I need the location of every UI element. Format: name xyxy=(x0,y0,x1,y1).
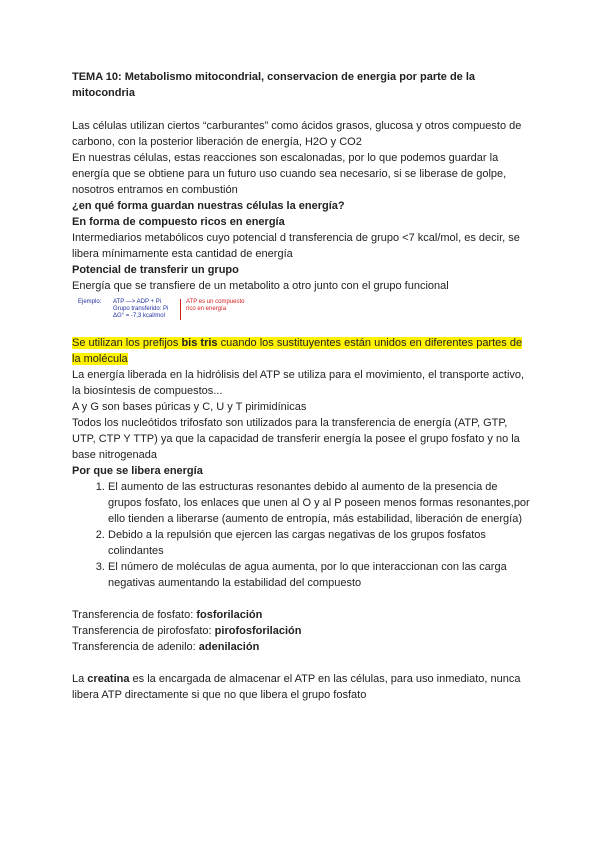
example-bracket xyxy=(180,299,185,320)
example-figure xyxy=(72,299,532,329)
atp-paragraph: La energía liberada en la hidrólisis del ATP se utiliza para el movimiento, el transporte activo, la biosíntesis de compuestos... xyxy=(72,369,525,397)
example-delta-g: ΔG° = -7,3 kcal/mol xyxy=(113,313,165,319)
intro-paragraph: En nuestras células, estas reacciones son escalonadas, por lo que podemos guardar la energía que se obtiene para un futuro uso cuando sea necesario, si se liberase de golpe, nosotros entramos en combustión xyxy=(72,152,507,196)
transfer-heading: Potencial de transferir un grupo xyxy=(72,264,239,276)
example-note-line: ATP es un compuesto xyxy=(186,299,245,305)
transfer-term: adenilación xyxy=(198,641,260,653)
document-content xyxy=(72,69,532,703)
creatina-bold: creatina xyxy=(87,673,130,685)
creatina-paragraph xyxy=(72,671,532,703)
transfer-line xyxy=(72,607,532,623)
intro-paragraph: Las células utilizan ciertos “carburantes” como ácidos grasos, glucosa y otros compuesto de carbono, con la posterior liberación de energía, H2O y CO2 xyxy=(72,120,522,148)
highlight-bold: bis tris xyxy=(181,337,218,349)
transfer-label: Transferencia de pirofosfato: xyxy=(72,625,215,637)
example-note-line: rico en energía xyxy=(186,306,227,312)
transfer-term: fosforilación xyxy=(196,609,263,621)
list-item: 1. El aumento de las estructuras resonantes debido al aumento de la presencia de grupos fosfato, los enlaces que unen al O y al P poseen menos formas resonantes,por ello tienden a liberarse (aumento de entropía, más estabilidad, liberación de energía) xyxy=(108,479,532,527)
transfer-label: Transferencia de adenilo: xyxy=(72,641,199,653)
list-item: 2. Debido a la repulsión que ejercen las cargas negativas de los grupos fosfatos colindantes xyxy=(108,527,532,559)
list-item: 3. El número de moléculas de agua aumenta, por lo que interaccionan con las carga negativas aumentando la estabilidad del compuesto xyxy=(108,559,532,591)
document-title: TEMA 10: Metabolismo mitocondrial, conservacion de energia por parte de la mitocondria xyxy=(72,71,476,99)
transfer-line xyxy=(72,623,532,639)
example-label: Ejemplo: xyxy=(78,299,102,305)
transfer-term: pirofosforilación xyxy=(214,625,302,637)
example-note xyxy=(186,299,244,313)
example-group: Grupo transferido: Pi xyxy=(113,306,169,312)
release-list xyxy=(72,479,532,591)
example-reaction: ATP —> ADP + Pi xyxy=(113,299,162,305)
storage-paragraph: Intermediarios metabólicos cuyo potencial d transferencia de grupo <7 kcal/mol, es decir, se libera mínimamente esta cantidad de energía xyxy=(72,232,520,260)
highlighted-paragraph xyxy=(72,335,532,367)
creatina-text: La xyxy=(72,673,88,685)
transfer-paragraph: Energía que se transfiere de un metabolito a otro junto con el grupo funcional xyxy=(72,280,449,292)
highlight-text: Se utilizan los prefijos xyxy=(72,337,182,349)
highlight-text: cuando los sustituyentes están unidos en diferentes partes de la molécula xyxy=(72,337,523,365)
example-equation xyxy=(113,299,168,320)
transfer-label: Transferencia de fosfato: xyxy=(72,609,197,621)
release-heading: Por que se libera energía xyxy=(72,465,203,477)
nucleotides-paragraph: Todos los nucleótidos trifosfato son utilizados para la transferencia de energía (ATP, GTP, UTP, CTP Y TTP) ya que la capacidad de transferir energía la posee el grupo fosfato y no la base nitrogenada xyxy=(72,417,520,461)
bases-paragraph: A y G son bases púricas y C, U y T pirimidínicas xyxy=(72,401,307,413)
storage-heading: En forma de compuesto ricos en energía xyxy=(72,216,285,228)
transfer-line xyxy=(72,639,532,655)
creatina-text: es la encargada de almacenar el ATP en las células, para uso inmediato, nunca libera ATP directamente si que no que libera el grupo fosfato xyxy=(72,673,521,701)
storage-question: ¿en qué forma guardan nuestras células la energía? xyxy=(72,200,345,212)
